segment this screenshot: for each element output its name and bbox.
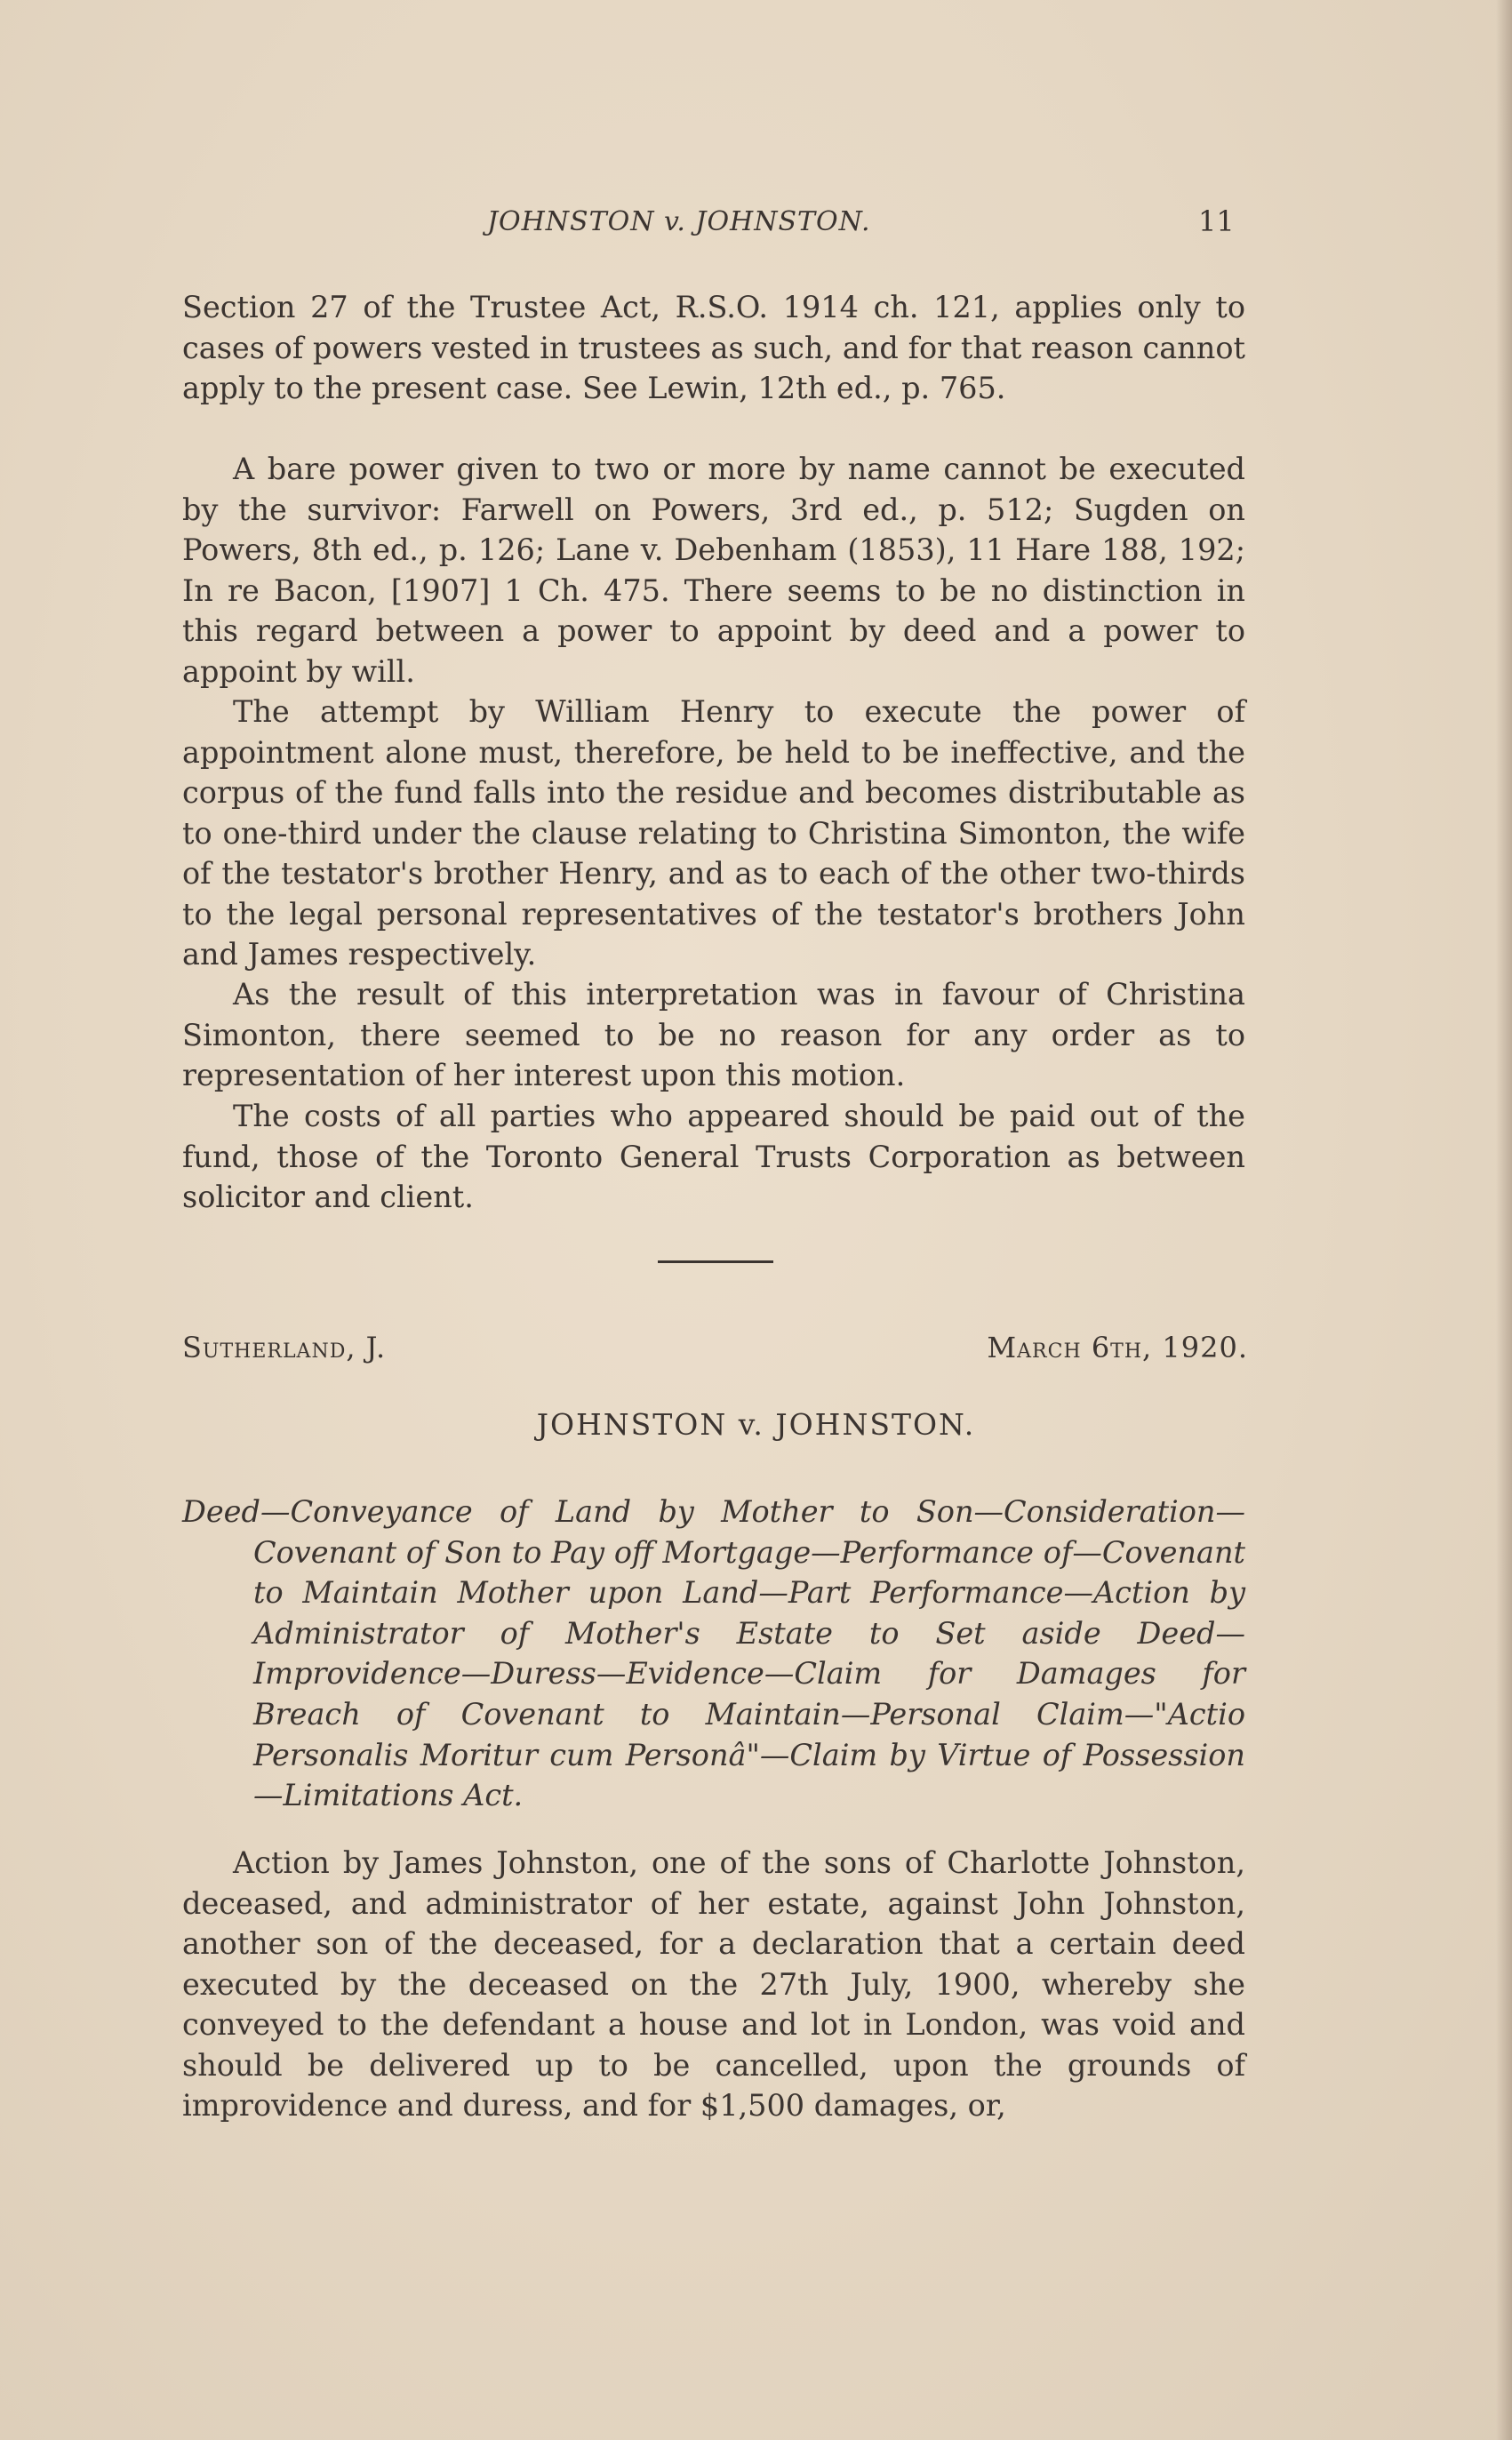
paragraph-bare-power: A bare power given to two or more by name cannot be executed by the survivor: Farwell on Powers, 3rd ed., p. 512; Sugden on Powers, 8th ed., p. 126; Lane v. Debenham (1853), 11 Hare 188, 192; In re Bacon, [1907] 1 Ch. 475. There seems to be no distinction in this regard between a power to appoint by deed and a power to appoint by will. [182,452,1245,689]
section-divider [658,1260,773,1263]
paragraph-trustee-act: Section 27 of the Trustee Act, R.S.O. 1914 ch. 121, applies only to cases of powers vested in trustees as such, and for that reason cannot apply to the present case. See Lewin, 12th ed., p. 765. [182,290,1245,405]
paragraph-attempt: The attempt by William Henry to execute the power of appointment alone must, therefore, be held to be ineffective, and the corpus of the fund falls into the residue and becomes distributable as to one-third under the clause relating to Christina Simonton, the wife of the testator's brother Henry, and as to each of the other two-thirds to the legal personal representatives of the testator's brothers John and James respectively. [182,694,1245,972]
paragraph-action: Action by James Johnston, one of the sons of Charlotte Johnston, deceased, and administrator of her estate, against John Johnston, another son of the deceased, for a declaration that a certain deed executed by the deceased on the 27th July, 1900, whereby she conveyed to the defendant a house and lot in London, was void and should be delivered up to be cancelled, upon the grounds of improvidence and duress, and for $1,500 damages, or, [182,1845,1245,2123]
page-edge-shadow [1496,0,1512,2440]
case-title: JOHNSTON v. JOHNSTON. [536,1407,976,1442]
page-number: 11 [1198,204,1235,238]
judgment-date: March 6th, 1920. [987,1331,1248,1364]
paragraph-costs: The costs of all parties who appeared should be paid out of the fund, those of the Toronto General Trusts Corporation as between solicitor and client. [182,1099,1245,1214]
running-title: JOHNSTON v. JOHNSTON. [487,206,871,237]
headnote: Deed—Conveyance of Land by Mother to Son—Consideration—Covenant of Son to Pay off Mortgage—Performance of—Covenant to Maintain Mother upon Land—Part Performance—Action by Administrator of Mother's Estate to Set aside Deed—Improvidence—Duress—Evidence—Claim for Damages for Breach of Covenant to Maintain—Personal Claim—"Actio Personalis Moritur cum Personâ"—Claim by Virtue of Possession—Limitations Act. [182,1494,1245,1813]
paragraph-result: As the result of this interpretation was in favour of Christina Simonton, there seemed to be no reason for any order as to representation of her interest upon this motion. [182,977,1245,1092]
judge-name: Sutherland, J. [182,1331,387,1364]
